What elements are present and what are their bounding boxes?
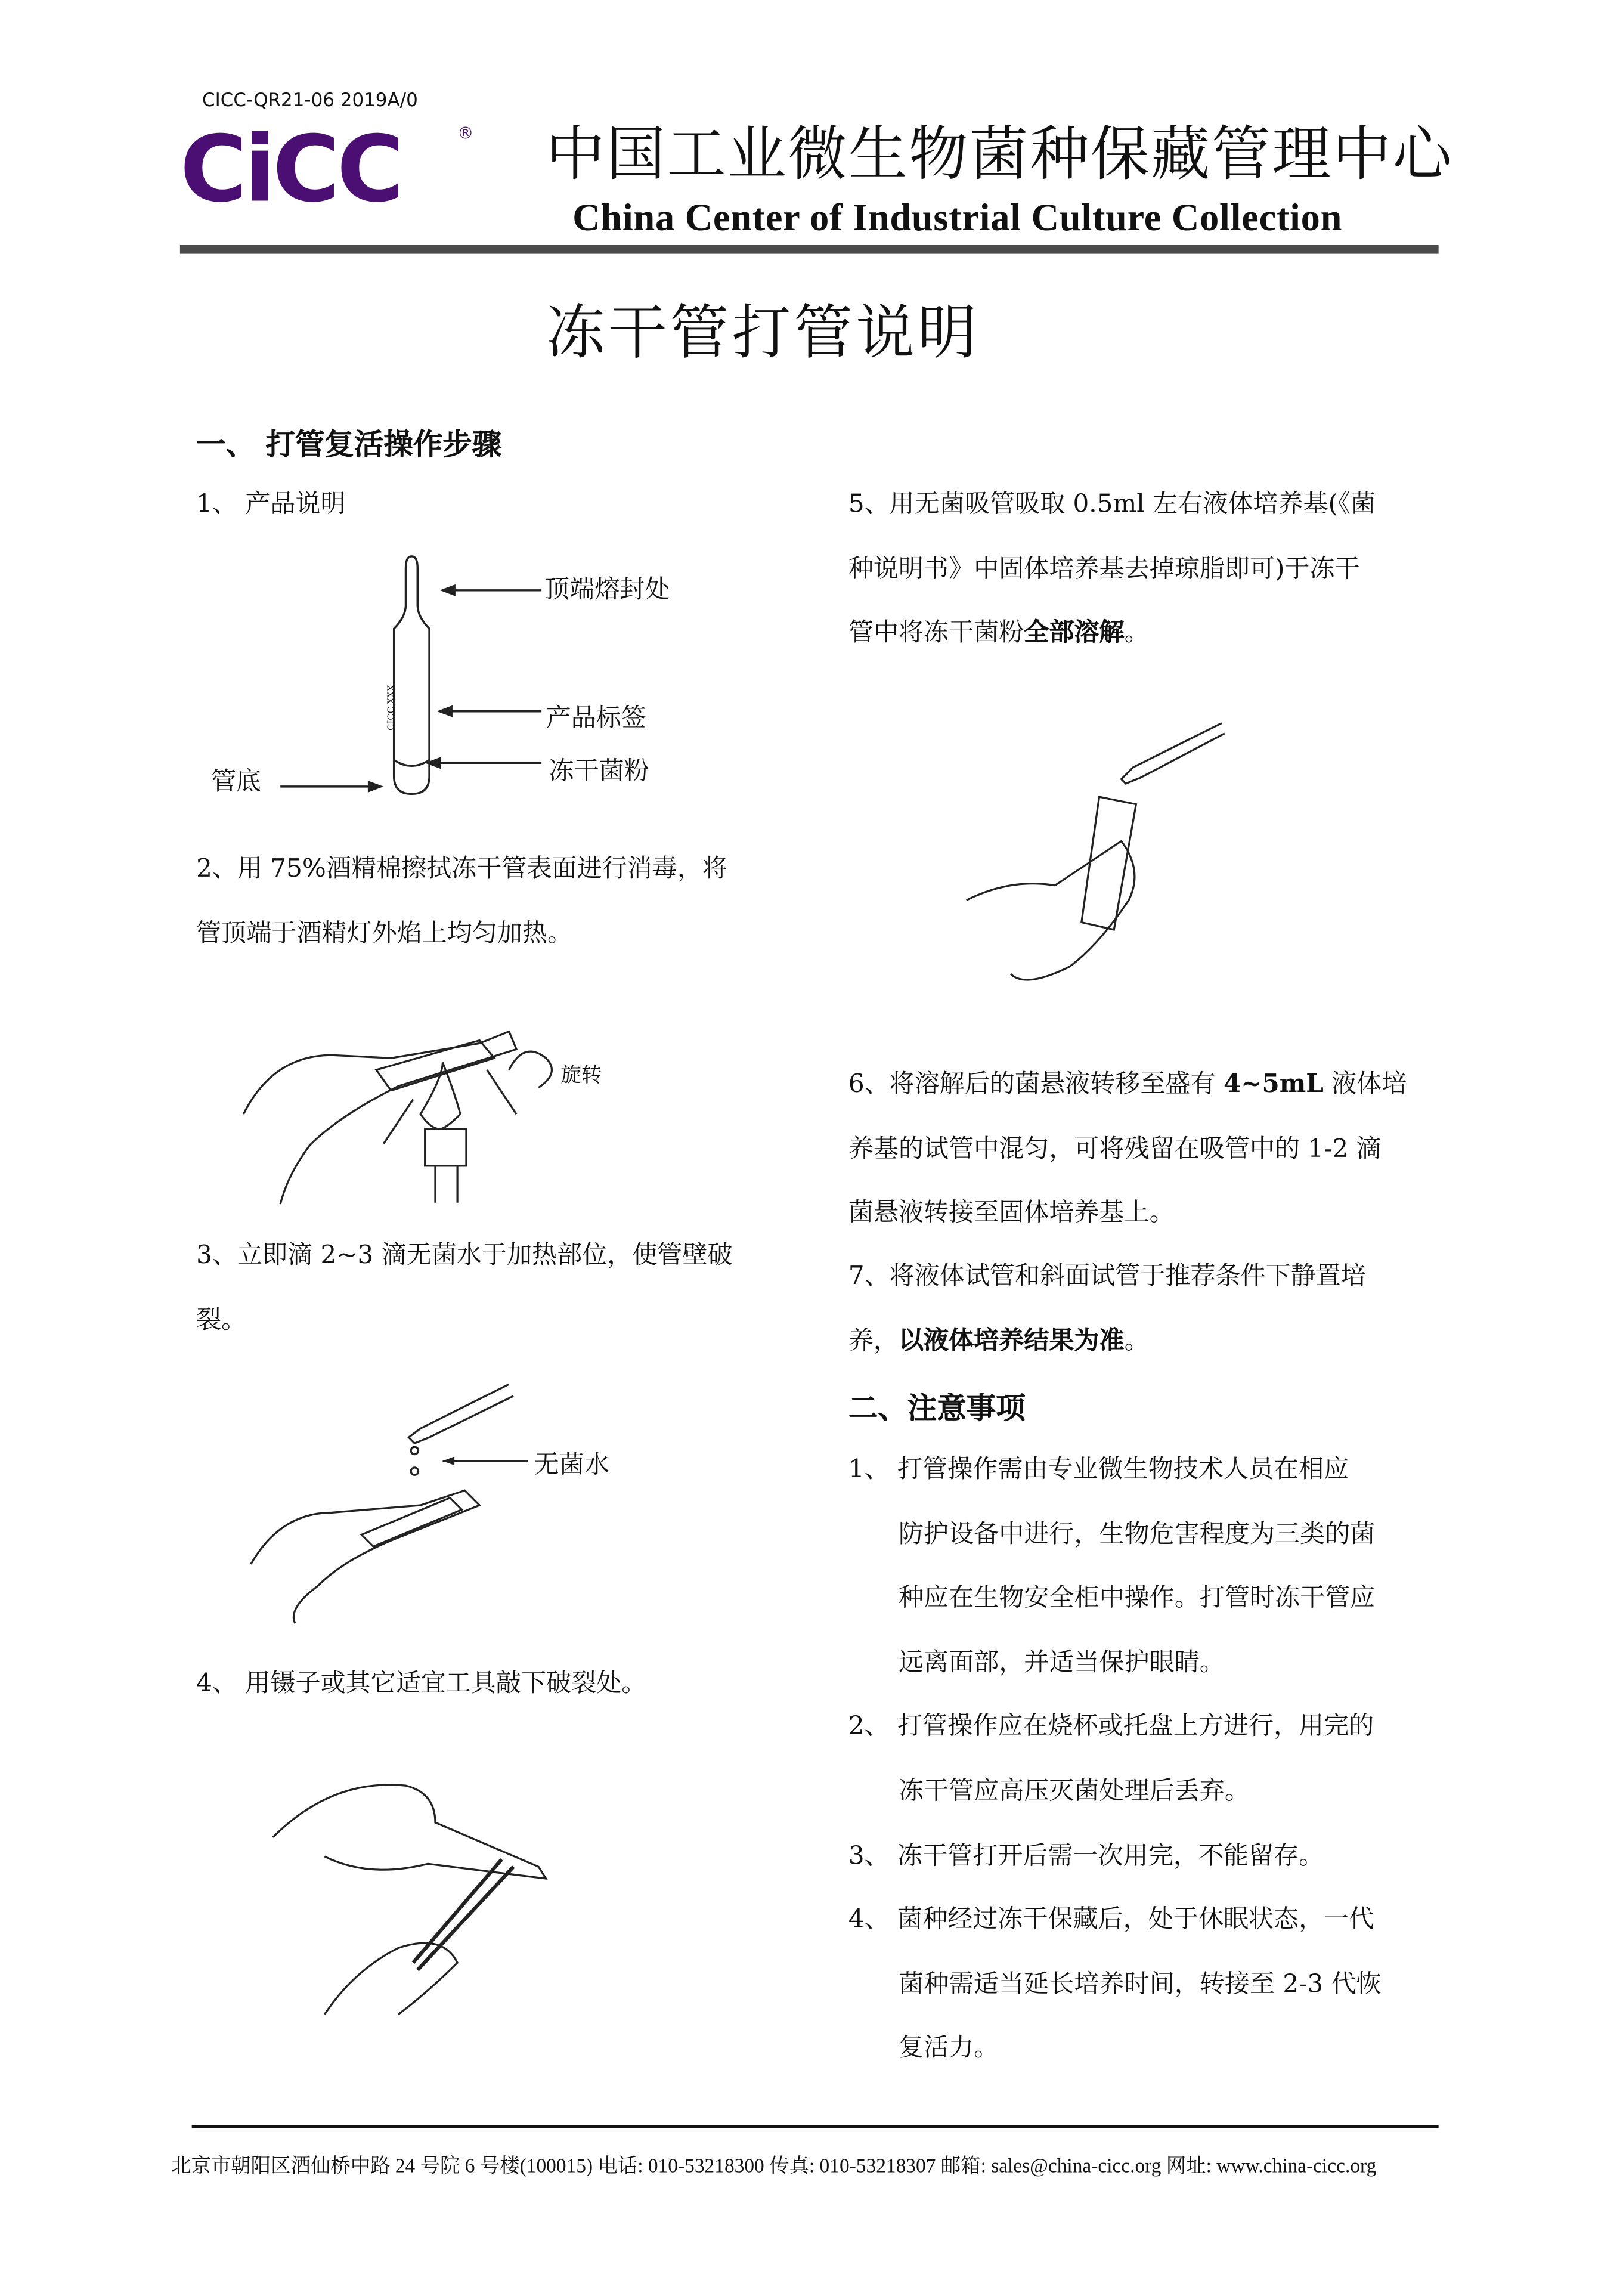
label-rotate: 旋转 <box>560 1064 602 1088</box>
text-segment: 1、 打管操作需由专业微生物技术人员在相应 <box>848 1455 1349 1485</box>
note1-line <box>899 1518 1375 1550</box>
text-segment: 2、用 75%酒精棉擦拭冻干管表面进行消毒，将 <box>196 854 727 884</box>
label-freeze-dried-powder: 冻干菌粉 <box>549 757 649 787</box>
text-segment: 菌种需适当延长培养时间，转接至 2-3 代恢 <box>898 1969 1382 1999</box>
emphasis-text: 4~5mL <box>1223 1070 1324 1100</box>
step5-line <box>848 553 1360 585</box>
step2-line <box>196 853 727 885</box>
sterile-water-illustration <box>243 1380 538 1631</box>
step3-line <box>196 1240 732 1272</box>
note4-line <box>899 1968 1382 2000</box>
text-segment: 2、 打管操作应在烧杯或托盘上方进行，用完的 <box>848 1712 1374 1741</box>
label-product-label: 产品标签 <box>546 704 646 734</box>
text-segment: 养， <box>848 1326 899 1356</box>
emphasis-text: 以液体培养结果为准 <box>898 1326 1125 1356</box>
text-segment: 5、用无菌吸管吸取 0.5ml 左右液体培养基(《菌 <box>848 490 1376 520</box>
text-segment: 冻干管应高压灭菌处理后丢弃。 <box>898 1776 1250 1806</box>
text-segment: 种应在生物安全柜中操作。打管时冻干管应 <box>898 1583 1376 1614</box>
heating-illustration <box>236 1026 590 1210</box>
section-heading-procedure: 一、 打管复活操作步骤 <box>196 426 502 462</box>
cicc-logo: CiCC <box>179 115 401 223</box>
text-segment: 复活力。 <box>898 2034 999 2063</box>
text-segment: 1、 产品说明 <box>196 490 346 520</box>
text-segment: 。 <box>1124 1326 1150 1356</box>
label-tube-bottom: 管底 <box>210 767 261 797</box>
note1-line <box>899 1647 1225 1679</box>
label-top-seal: 顶端熔封处 <box>544 575 670 605</box>
document-code: CICC-QR21-06 2019A/0 <box>202 88 418 111</box>
text-segment: 液体培 <box>1323 1070 1407 1100</box>
text-segment: 管顶端于酒精灯外焰上均匀加热。 <box>196 918 573 949</box>
tweezers-illustration <box>265 1778 560 2022</box>
note3-line <box>848 1840 1324 1873</box>
label-sterile-water: 无菌水 <box>534 1450 609 1480</box>
step1-line <box>196 488 346 521</box>
text-segment: 种说明书》中固体培养基去掉琼脂即可)于冻干 <box>848 554 1360 584</box>
footer-contact: 北京市朝阳区酒仙桥中路 24 号院 6 号楼(100015) 电话: 010-53218300 传真: 010-53218307 邮箱: sales@china-cicc.org 网址: www.china-cicc.org <box>171 2154 1377 2177</box>
step7-line <box>848 1260 1366 1292</box>
step5-line <box>848 488 1376 521</box>
text-segment: 防护设备中进行，生物危害程度为三类的菌 <box>898 1519 1376 1549</box>
text-segment: 4、 用镊子或其它适宜工具敲下破裂处。 <box>196 1669 647 1699</box>
step3-line <box>196 1304 246 1336</box>
note2-line <box>899 1775 1250 1807</box>
step6-line <box>848 1132 1382 1165</box>
org-name-en: China Center of Industrial Culture Collection <box>572 196 1343 239</box>
step4-line <box>196 1667 646 1700</box>
registered-mark: ® <box>457 123 474 144</box>
text-segment: 菌悬液转接至固体培养基上。 <box>848 1198 1175 1229</box>
section-heading-notes: 二、注意事项 <box>848 1390 1026 1426</box>
text-segment: 3、 冻干管打开后需一次用完，不能留存。 <box>848 1842 1324 1871</box>
text-segment: 。 <box>1124 618 1150 648</box>
text-segment: 4、 菌种经过冻干保藏后，处于休眠状态，一代 <box>848 1905 1374 1935</box>
footer-divider <box>192 2125 1439 2127</box>
text-segment: 3、立即滴 2~3 滴无菌水于加热部位，使管壁破 <box>196 1241 733 1271</box>
text-segment: 养基的试管中混匀，可将残留在吸管中的 1-2 滴 <box>848 1134 1382 1164</box>
org-name-cn: 中国工业微生物菌种保藏管理中心 <box>546 120 1454 189</box>
arrow-icon <box>442 1453 531 1468</box>
step7-line <box>848 1325 1150 1357</box>
text-segment: 远离面部，并适当保护眼睛。 <box>898 1648 1225 1678</box>
tube-mark: CICC XXX <box>386 685 397 731</box>
emphasis-text: 全部溶解 <box>1024 618 1125 648</box>
header-divider <box>180 245 1439 254</box>
note1-line <box>848 1453 1349 1486</box>
document-title: 冻干管打管说明 <box>546 299 980 368</box>
note4-line <box>848 1904 1374 1936</box>
step6-line <box>848 1197 1175 1229</box>
text-segment: 裂。 <box>196 1305 247 1335</box>
note4-line <box>899 2032 999 2065</box>
text-segment: 管中将冻干菌粉 <box>848 618 1024 648</box>
note1-line <box>899 1582 1375 1614</box>
text-segment: 7、将液体试管和斜面试管于推荐条件下静置培 <box>848 1261 1366 1292</box>
step5-line <box>848 617 1150 649</box>
text-segment: 6、将溶解后的菌悬液转移至盛有 <box>848 1070 1224 1100</box>
dissolve-illustration <box>959 716 1239 996</box>
step2-line <box>196 917 572 949</box>
note2-line <box>848 1710 1374 1743</box>
step6-line <box>848 1069 1407 1101</box>
